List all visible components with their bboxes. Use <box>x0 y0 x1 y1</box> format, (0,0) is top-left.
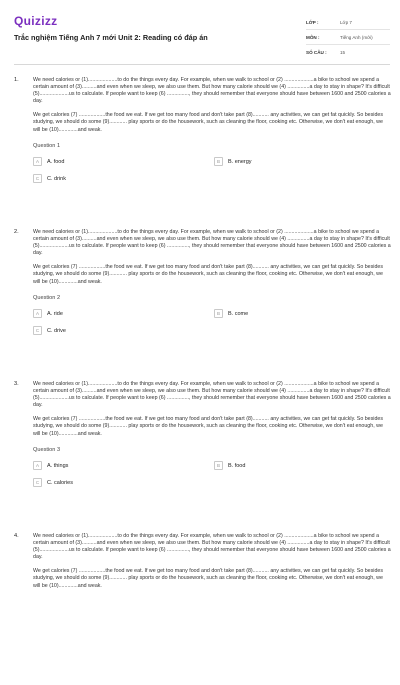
answer-option[interactable] <box>214 157 252 167</box>
passage-paragraph: We need calories or (1)....................to do the things every day. For example, when we walk to school or (2) ....................a bike to school we spend a certain amount of (3)..........and even when we sleep, we also use them. But how many calorie should we (4) ...............a day to stay in shape? It's difficult (5)....................us to calculate. If people want to keep (6) ..............., they should remember that everyone should have between 1600 and 2500 calories a day. <box>33 77 391 105</box>
worksheet-title: Trắc nghiệm Tiếng Anh 7 mới Unit 2: Reading có đáp án <box>14 33 208 42</box>
answer-option[interactable] <box>33 326 66 336</box>
answer-option[interactable] <box>33 309 63 319</box>
question-block <box>0 533 400 685</box>
option-text: B. energy <box>228 158 252 165</box>
answer-option[interactable] <box>33 157 64 167</box>
question-body <box>33 229 391 349</box>
passage-paragraph: We need calories or (1)....................to do the things every day. For example, when we walk to school or (2) ....................a bike to school we spend a certain amount of (3)..........and even when we sleep, we also use them. But how many calorie should we (4) ...............a day to stay in shape? It's difficult (5)....................us to calculate. If people want to keep (6) ..............., they should remember that everyone should have between 1600 and 2500 calories a day. <box>33 381 391 409</box>
question-block <box>0 381 400 533</box>
meta-value-subject: Tiếng Anh (mới) <box>340 34 373 40</box>
option-letter-box: A <box>33 157 42 166</box>
passage-paragraph: We need calories or (1)....................to do the things every day. For example, when we walk to school or (2) ....................a bike to school we spend a certain amount of (3)..........and even when we sleep, we also use them. But how many calorie should we (4) ...............a day to stay in shape? It's difficult (5)....................us to calculate. If people want to keep (6) ..............., they should remember that everyone should have between 1600 and 2500 calories a day. <box>33 533 391 561</box>
question-body <box>33 533 391 590</box>
option-text: A. things <box>47 462 69 469</box>
passage-paragraph: We need calories or (1)....................to do the things every day. For example, when we walk to school or (2) ....................a bike to school we spend a certain amount of (3)..........and even when we sleep, we also use them. But how many calorie should we (4) ...............a day to stay in shape? It's difficult (5)....................us to calculate. If people want to keep (6) ..............., they should remember that everyone should have between 1600 and 2500 calories a day. <box>33 229 391 257</box>
passage-paragraph: We get calories (7) ..................the food we eat. If we get too many food and don't take part (8)........... any activities, we can get fat quickly. So besides studying, we should do some (9)............ play sports or do the housework, such as cleaning the floor, cooking etc. Otherwise, we don't eat enough, we will be (10).............and weak. <box>33 264 383 285</box>
answer-options <box>33 309 391 349</box>
meta-label-subject: MÔN : <box>306 34 320 40</box>
passage-paragraph: We get calories (7) ..................the food we eat. If we get too many food and don't take part (8)........... any activities, we can get fat quickly. So besides studying, we should do some (9)............ play sports or do the housework, such as cleaning the floor, cooking etc. Otherwise, we don't eat enough, we will be (10).............and weak. <box>33 568 383 589</box>
option-text: C. drive <box>47 327 66 334</box>
meta-value-grade: Lớp 7 <box>340 19 352 25</box>
passage-paragraph: We get calories (7) ..................the food we eat. If we get too many food and don't take part (8)........... any activities, we can get fat quickly. So besides studying, we should do some (9)............ play sports or do the housework, such as cleaning the floor, cooking etc. Otherwise, we don't eat enough, we will be (10).............and weak. <box>33 416 383 437</box>
question-number: 3. <box>14 381 19 387</box>
question-label: Question 3 <box>33 446 61 453</box>
option-letter-box: A <box>33 309 42 318</box>
question-body <box>33 381 391 501</box>
option-text: A. ride <box>47 310 63 317</box>
question-label: Question 2 <box>33 294 61 301</box>
option-letter-box: B <box>214 461 223 470</box>
option-text: B. food <box>228 462 246 469</box>
meta-value-count: 15 <box>340 49 346 55</box>
question-number: 1. <box>14 77 19 83</box>
option-letter-box: B <box>214 309 223 318</box>
answer-option[interactable] <box>33 461 68 471</box>
question-label: Question 1 <box>33 142 61 149</box>
option-letter-box: A <box>33 461 42 470</box>
passage-paragraph: We get calories (7) ..................the food we eat. If we get too many food and don't take part (8)........... any activities, we can get fat quickly. So besides studying, we should do some (9)............ play sports or do the housework, such as cleaning the floor, cooking etc. Otherwise, we don't eat enough, we will be (10).............and weak. <box>33 112 383 133</box>
answer-option[interactable] <box>214 461 245 471</box>
answer-option[interactable] <box>33 478 73 488</box>
question-number: 4. <box>14 533 19 539</box>
option-text: C. drink <box>47 175 66 182</box>
question-block <box>0 229 400 381</box>
option-letter-box: B <box>214 157 223 166</box>
header-divider <box>14 64 390 65</box>
option-letter-box: C <box>33 326 42 335</box>
question-block <box>0 77 400 229</box>
option-letter-box: C <box>33 478 42 487</box>
question-body <box>33 77 391 197</box>
option-text: C. calories <box>47 479 73 486</box>
option-text: B. come <box>228 310 249 317</box>
answer-options <box>33 461 391 501</box>
worksheet-header <box>0 0 400 64</box>
option-text: A. food <box>47 158 65 165</box>
answer-options <box>33 157 391 197</box>
option-letter-box: C <box>33 174 42 183</box>
meta-row-subject <box>306 30 390 45</box>
meta-row-grade <box>306 15 390 30</box>
meta-label-grade: LỚP : <box>306 19 319 25</box>
question-number: 2. <box>14 229 19 235</box>
meta-row-count <box>306 45 390 59</box>
answer-option[interactable] <box>214 309 248 319</box>
worksheet-meta <box>306 15 390 59</box>
question-list <box>0 77 400 685</box>
answer-option[interactable] <box>33 174 66 184</box>
quizizz-logo[interactable]: Quizizz <box>14 14 58 28</box>
meta-label-count: SỐ CÂU : <box>306 49 327 55</box>
